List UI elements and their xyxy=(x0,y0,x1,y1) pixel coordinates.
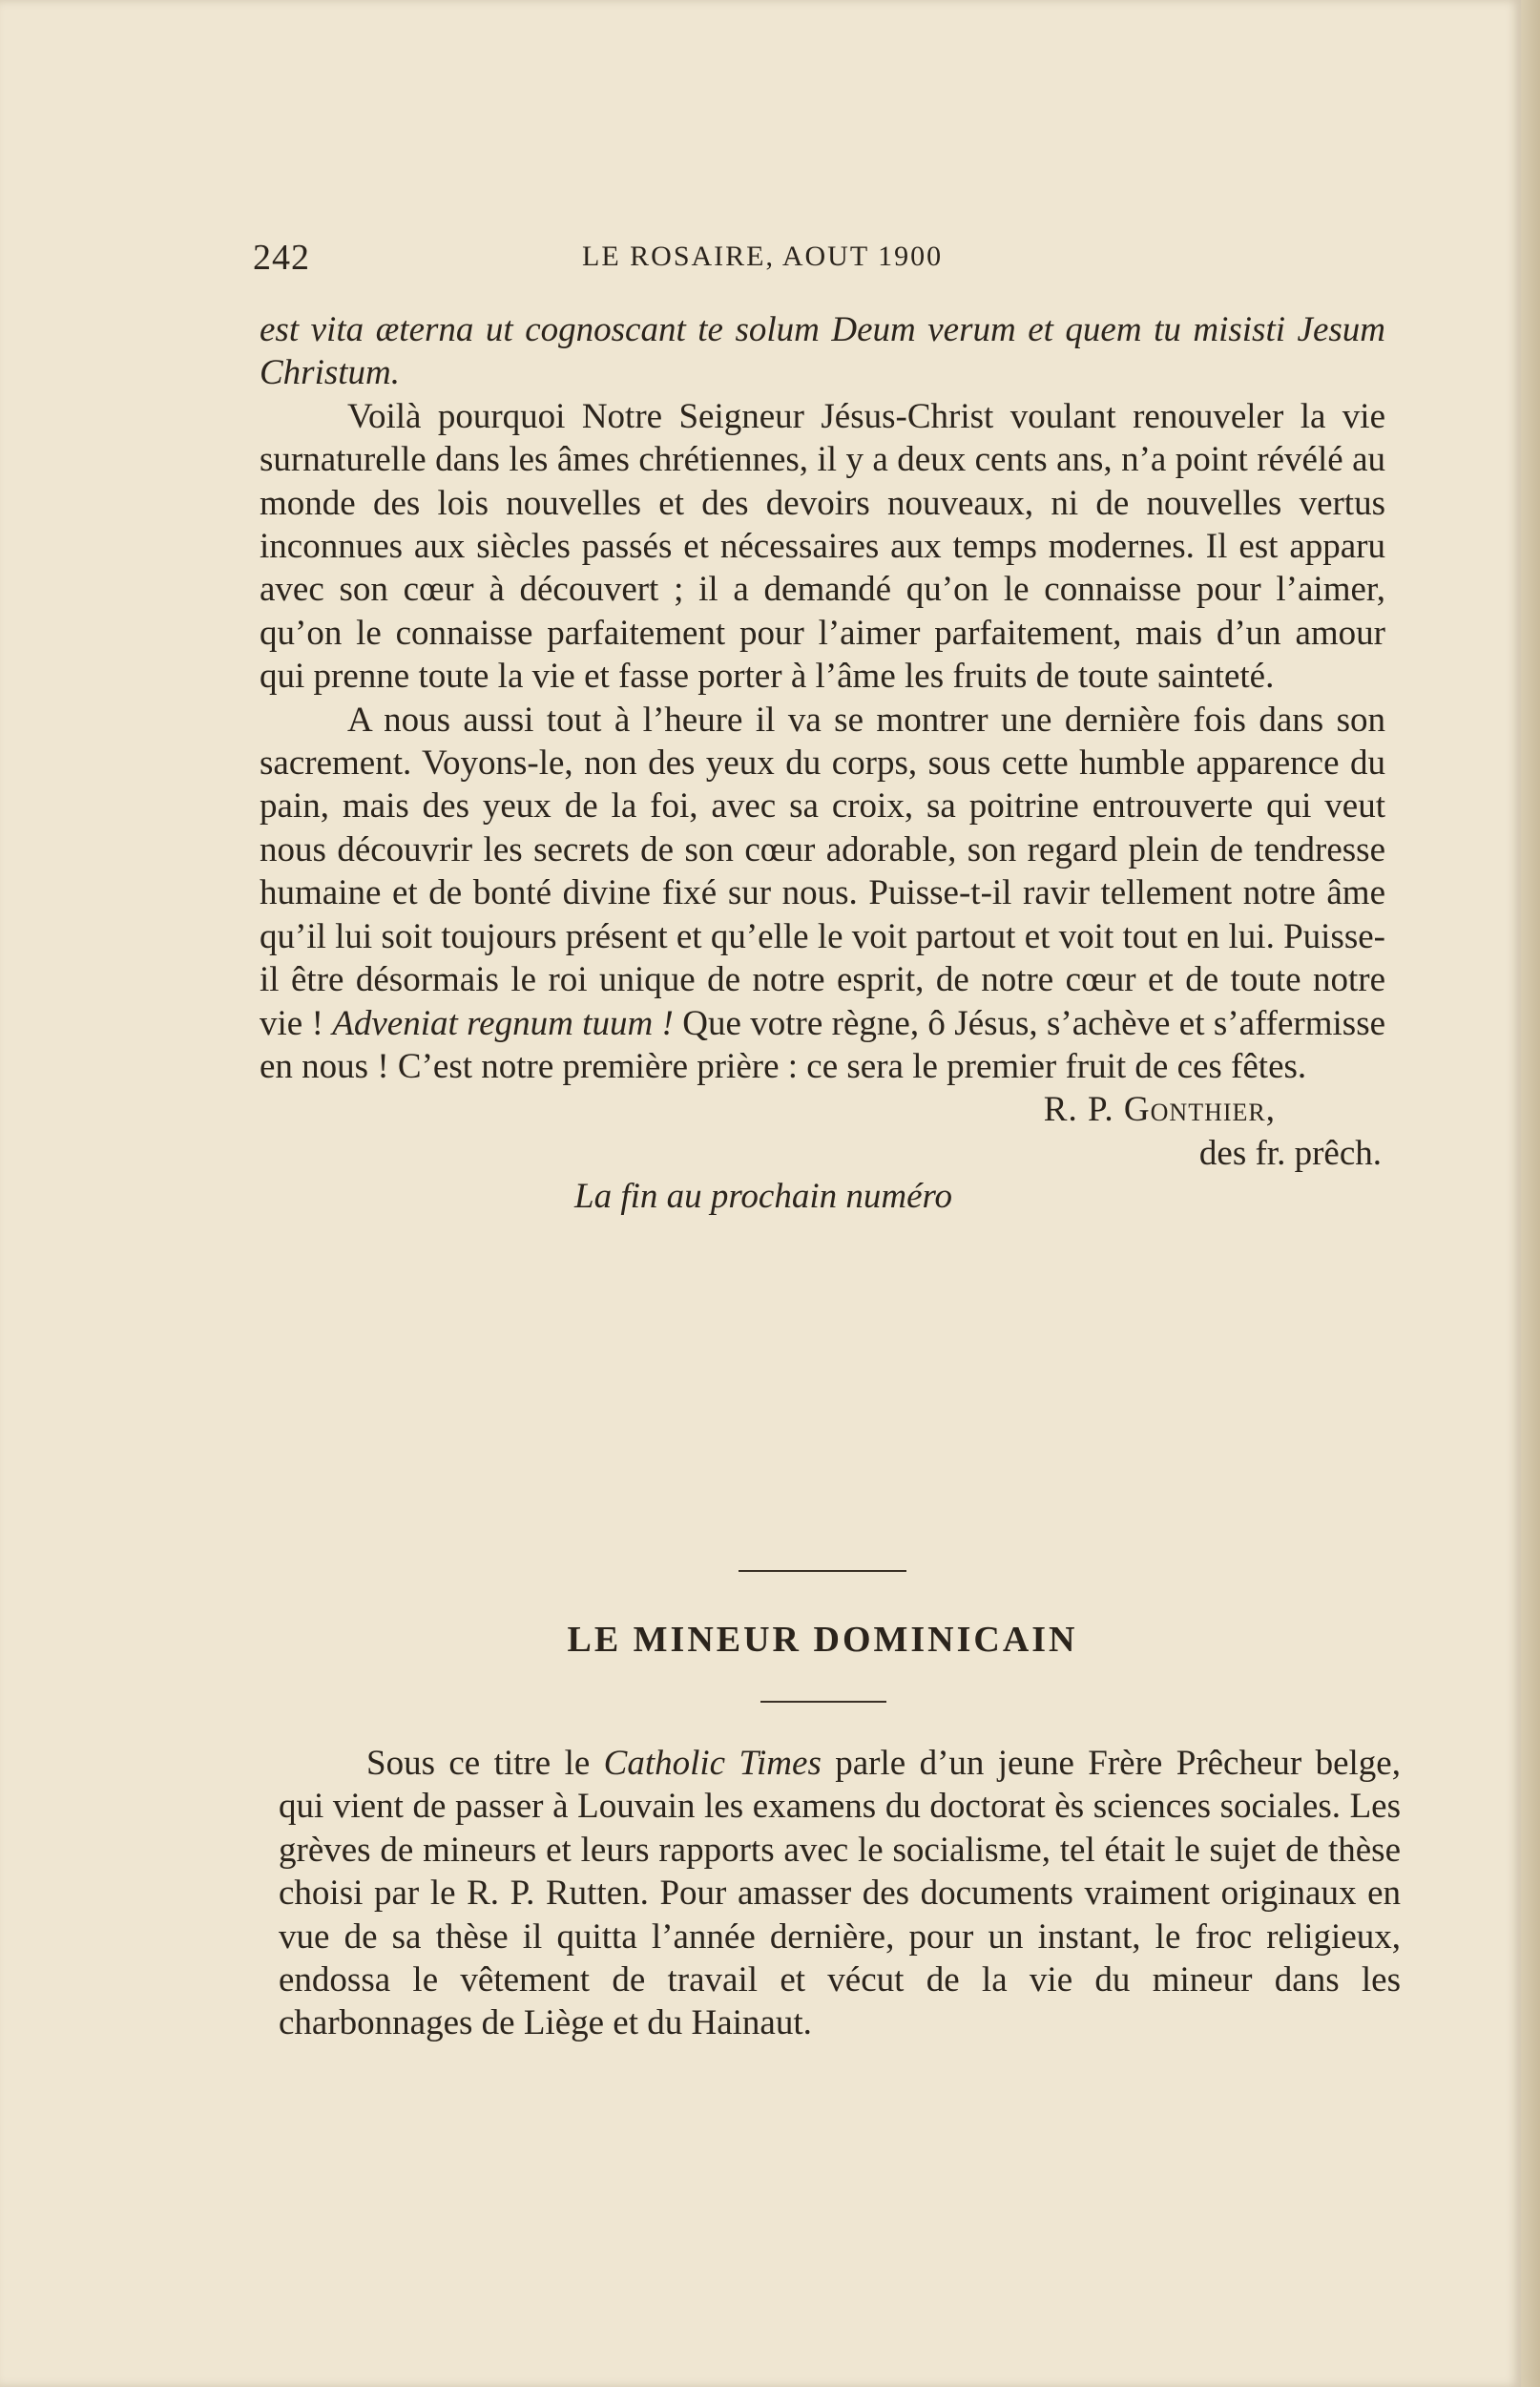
page-number: 242 xyxy=(253,238,310,278)
running-header xyxy=(253,237,1016,278)
section-divider-top xyxy=(739,1570,906,1572)
latin-quote-text: est vita æterna ut cognoscant te solum Deum verum et quem tu misisti Jesum Christum. xyxy=(260,310,1385,393)
paragraph-sacrament-end: Que votre règne, ô Jésus, s’achève et s’affermisse en nous ! C’est notre première prière : ce sera le premier fruit de ces fêtes. xyxy=(260,1003,1386,1086)
latin-quote xyxy=(260,308,1385,395)
section-title: LE MINEUR DOMINICAIN xyxy=(567,1620,1078,1660)
paragraph-sacred-heart: Voilà pourquoi Notre Seigneur Jésus-Christ voulant renouveler la vie surnaturelle dans les âmes chrétiennes, il y a deux cents ans, n’a point révélé au monde des lois nouvelles et des devoirs nouveaux, ni de nouvelles vertus inconnues aux siècles passés et nécessaires aux temps modernes. Il est apparu avec son cœur à découvert ; il a demandé qu’on le connaisse pour l’aimer, qu’on le connaisse parfaitement pour l’aimer parfaitement, mais d’un amour qui prenne toute la vie et fasse porter à l’âme les fruits de toute sainteté. xyxy=(260,396,1385,697)
header-title: LE ROSAIRE, AOUT 1900 xyxy=(582,241,944,272)
adveniat-phrase: Adveniat regnum tuum ! xyxy=(332,1003,674,1043)
section-divider-bottom xyxy=(760,1701,886,1703)
intro-text: Sous ce titre le xyxy=(366,1744,591,1783)
publication-name: Catholic Times xyxy=(603,1744,822,1783)
paragraph-catholic-times-text: parle d’un jeune Frère Prêcheur belge, qui vient de passer à Louvain les examens du doctorat ès sciences sociales. Les grèves de mineurs et leurs rapports avec le socialisme, tel était le sujet de thèse choisi par le R. P. Rutten. Pour amasser des documents vraiment originaux en vue de sa thèse il quitta l’année dernière, pour un instant, le froc religieux, endossa le vêtement de travail et vécut de la vie du mineur dans les charbonnages de Liège et du Hainaut. xyxy=(279,1744,1401,2043)
continued-note: La fin au prochain numéro xyxy=(574,1177,953,1217)
article-continuation xyxy=(260,308,1385,1219)
section-body xyxy=(279,1742,1401,2045)
signature-name: R. P. Gonthier, xyxy=(1043,1090,1276,1130)
paragraph-sacrament xyxy=(260,699,1385,1089)
signature-order: des fr. prêch. xyxy=(1198,1133,1382,1173)
paragraph-catholic-times xyxy=(279,1742,1401,2045)
paragraph-sacrament-text: A nous aussi tout à l’heure il va se montrer une dernière fois dans son sacrement. Voyons-le, non des yeux du corps, sous cette humble apparence du pain, mais des yeux de la foi, avec sa croix, sa poitrine entrouverte qui veut nous découvrir les secrets de son cœur adorable, son regard plein de tendresse humaine et de bonté divine fixé sur nous. Puisse-t-il ravir tellement notre âme qu’il lui soit toujours présent et qu’elle le voit partout et voit tout en lui. Puisse-il être désormais le roi unique de notre esprit, de notre cœur et de toute notre vie ! xyxy=(260,700,1385,1043)
page-edge xyxy=(1521,0,1540,2387)
